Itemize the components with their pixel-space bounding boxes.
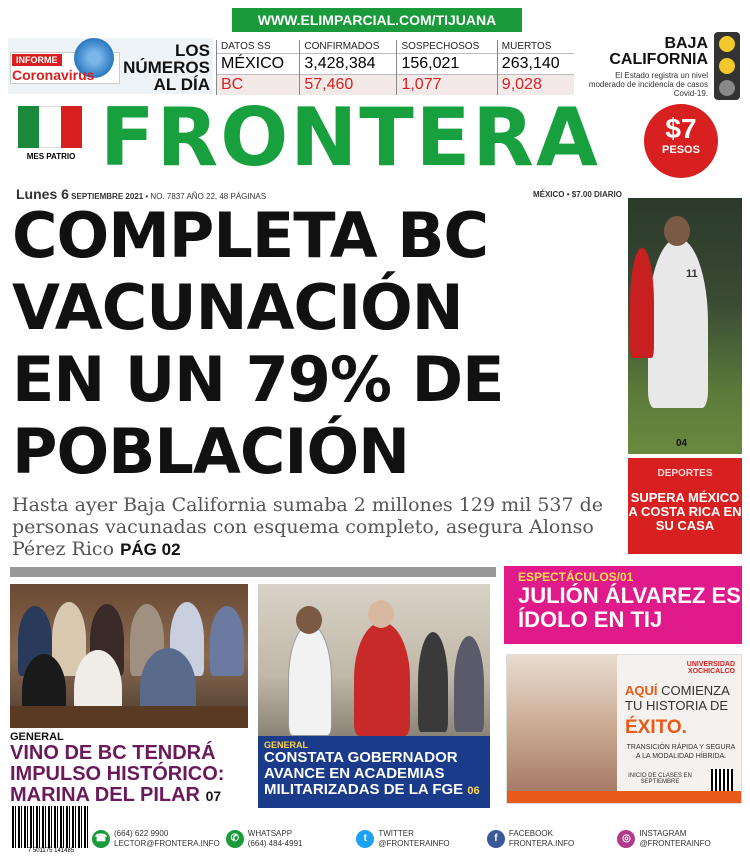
footer-text [114,829,220,849]
jersey-number: 11 [686,268,698,280]
barcode-icon [12,806,90,848]
table-cell: 263,140 [497,54,574,75]
footer-value: (664) 484-4991 [247,839,303,848]
opponent-figure [630,248,654,358]
soccer-photo[interactable] [628,198,742,454]
person-figure [454,636,484,732]
footer-contacts [92,826,742,852]
mexico-flag-icon [18,106,82,148]
ad-line-4: INICIO DE CLASES EN SEPTIEMBRE [628,773,692,785]
person-figure [210,606,244,676]
footer-value: LECTOR@FRONTERA.INFO [114,839,220,848]
footer-item-instagram[interactable] [617,829,742,849]
column-header: DATOS SS [217,40,300,54]
table-cell: 156,021 [397,54,497,75]
sports-teaser[interactable] [628,458,742,554]
facebook-icon: f [487,830,505,848]
date-day: Lunes 6 [16,186,69,202]
summary-text: Hasta ayer Baja California sumaba 2 millones 129 mil 537 de personas vacunadas con esquema completo, asegura Alonso Pérez Rico [12,494,604,560]
qr-code-icon[interactable] [711,769,733,791]
traffic-light-off [719,80,735,96]
whatsapp-icon: ✆ [226,830,244,848]
footer-text [509,829,574,849]
governor-photo[interactable] [258,584,490,736]
ad-line-3: TRANSICIÓN RÁPIDA Y SEGURA A LA MODALIDAD HÍBRIDA. [626,744,736,760]
story-headline [10,743,250,807]
footer-label: WHATSAPP [247,829,293,838]
table-cell: 3,428,384 [300,54,397,75]
footer-text [639,829,710,849]
table-cell: 1,077 [397,75,497,96]
instagram-icon: ◎ [617,830,635,848]
footer-item-twitter[interactable] [356,829,481,849]
barcode-number: 7 501175 141485 [12,848,90,854]
ad-line-2: ÉXITO. [625,717,687,738]
footer-label: FACEBOOK [508,829,553,838]
phone-icon: ☎ [92,830,110,848]
story-page-ref: 06 [467,785,480,797]
story-headline-text: CONSTATA GOBERNADOR AVANCE EN ACADEMIAS MILITARIZADAS DE LA FGE [264,749,464,798]
edition-price: MÉXICO • $7.00 DIARIO [532,190,622,199]
person-head [368,600,394,628]
twitter-icon: t [356,830,374,848]
person-head [296,606,322,634]
table-surface [10,706,248,728]
espectaculos-teaser[interactable] [504,566,742,644]
covid-title: LOS NÚMEROS AL DÍA [123,41,210,94]
price-value: $7 [665,113,697,144]
governor-story[interactable] [258,736,490,808]
footer-text [378,829,449,849]
student-photo [507,655,617,804]
column-header: SOSPECHOSOS [397,40,497,54]
person-figure [354,622,410,736]
date-month: SEPTIEMBRE 2021 [71,192,144,201]
footer-label: INSTAGRAM [639,829,687,838]
ad-line-1-prefix: AQUÍ [625,683,658,698]
table-cell: 9,028 [497,75,574,96]
site-url-bar[interactable]: WWW.ELIMPARCIAL.COM/TIJUANA [232,8,522,32]
wine-group-photo[interactable] [10,584,248,728]
informe-label: INFORME [12,54,62,66]
headline-line: EN UN 79% DE [12,343,504,416]
traffic-light-yellow [719,58,735,74]
table-cell: BC [217,75,300,96]
footer-item-facebook[interactable] [487,829,612,849]
footer-label: TWITTER [378,829,414,838]
footer-text [248,829,303,849]
player-head [664,216,690,246]
person-figure [418,632,448,732]
sports-kicker: DEPORTES [657,468,713,479]
ad-line-1 [625,683,737,713]
region-note: El Estado registra un nivel moderado de incidencia de casos Covid-19. [588,71,708,98]
traffic-light-yellow [719,36,735,52]
headline-line: COMPLETA BC [12,199,489,272]
table-header [217,40,575,54]
traffic-light-icon [714,32,740,100]
price-unit: PESOS [662,144,700,156]
sports-headline: SUPERA MÉXICO A COSTA RICA EN SU CASA [628,490,742,533]
table-row [217,54,575,75]
covid-stats-table [216,40,574,95]
ad-contact-strip [507,791,741,803]
footer-item-whatsapp[interactable] [226,829,351,849]
region-status [586,36,708,98]
footer-value: @FRONTERAINFO [639,839,711,848]
main-headline[interactable] [12,200,632,488]
story-kicker: GENERAL [10,731,64,743]
footer-label: (664) 622 9900 [114,829,169,838]
footer-item-phone[interactable] [92,829,220,849]
footer-value: FRONTERA.INFO [508,839,575,848]
coronavirus-label: Coronavirus [12,67,95,83]
player-figure [648,238,708,408]
story-page-ref: 07 [205,788,222,804]
mes-patrio-label: MES PATRIO [26,152,76,161]
main-summary [12,494,632,561]
masthead-logo[interactable]: FRONTERA [100,91,600,184]
ad-line-1-text: COMIENZA TU HISTORIA DE [625,683,730,713]
wine-story[interactable] [10,731,250,807]
espectaculos-kicker: ESPECTÁCULOS/01 [518,570,634,584]
table-cell: MÉXICO [217,54,300,75]
issue-info: • NO. 7837 AÑO 22, 48 PÁGINAS [145,192,267,201]
sports-page-ref: 04 [676,438,688,449]
price-badge [644,104,718,178]
espectaculos-headline: JULIÓN ÁLVAREZ ES ÍDOLO EN TIJ [518,583,741,632]
story-headline [264,750,484,799]
story-kicker: GENERAL [264,740,309,750]
headline-line: POBLACIÓN [12,415,410,488]
story-headline-text: VINO DE BC TENDRÁ IMPULSO HISTÓRICO: MARINA DEL PILAR [10,742,225,806]
region-name: BAJA CALIFORNIA [609,35,708,68]
column-header: MUERTOS [497,40,574,54]
headline-line: VACUNACIÓN [12,271,463,344]
page-ref: PÁG 02 [120,540,181,559]
ad-logo: UNIVERSIDAD XOCHICALCO [686,661,735,675]
university-ad[interactable] [506,654,742,804]
footer-value: @FRONTERAINFO [378,839,450,848]
table-cell: 57,460 [300,75,397,96]
section-divider [10,567,496,577]
person-figure [288,624,332,736]
column-header: CONFIRMADOS [300,40,397,54]
